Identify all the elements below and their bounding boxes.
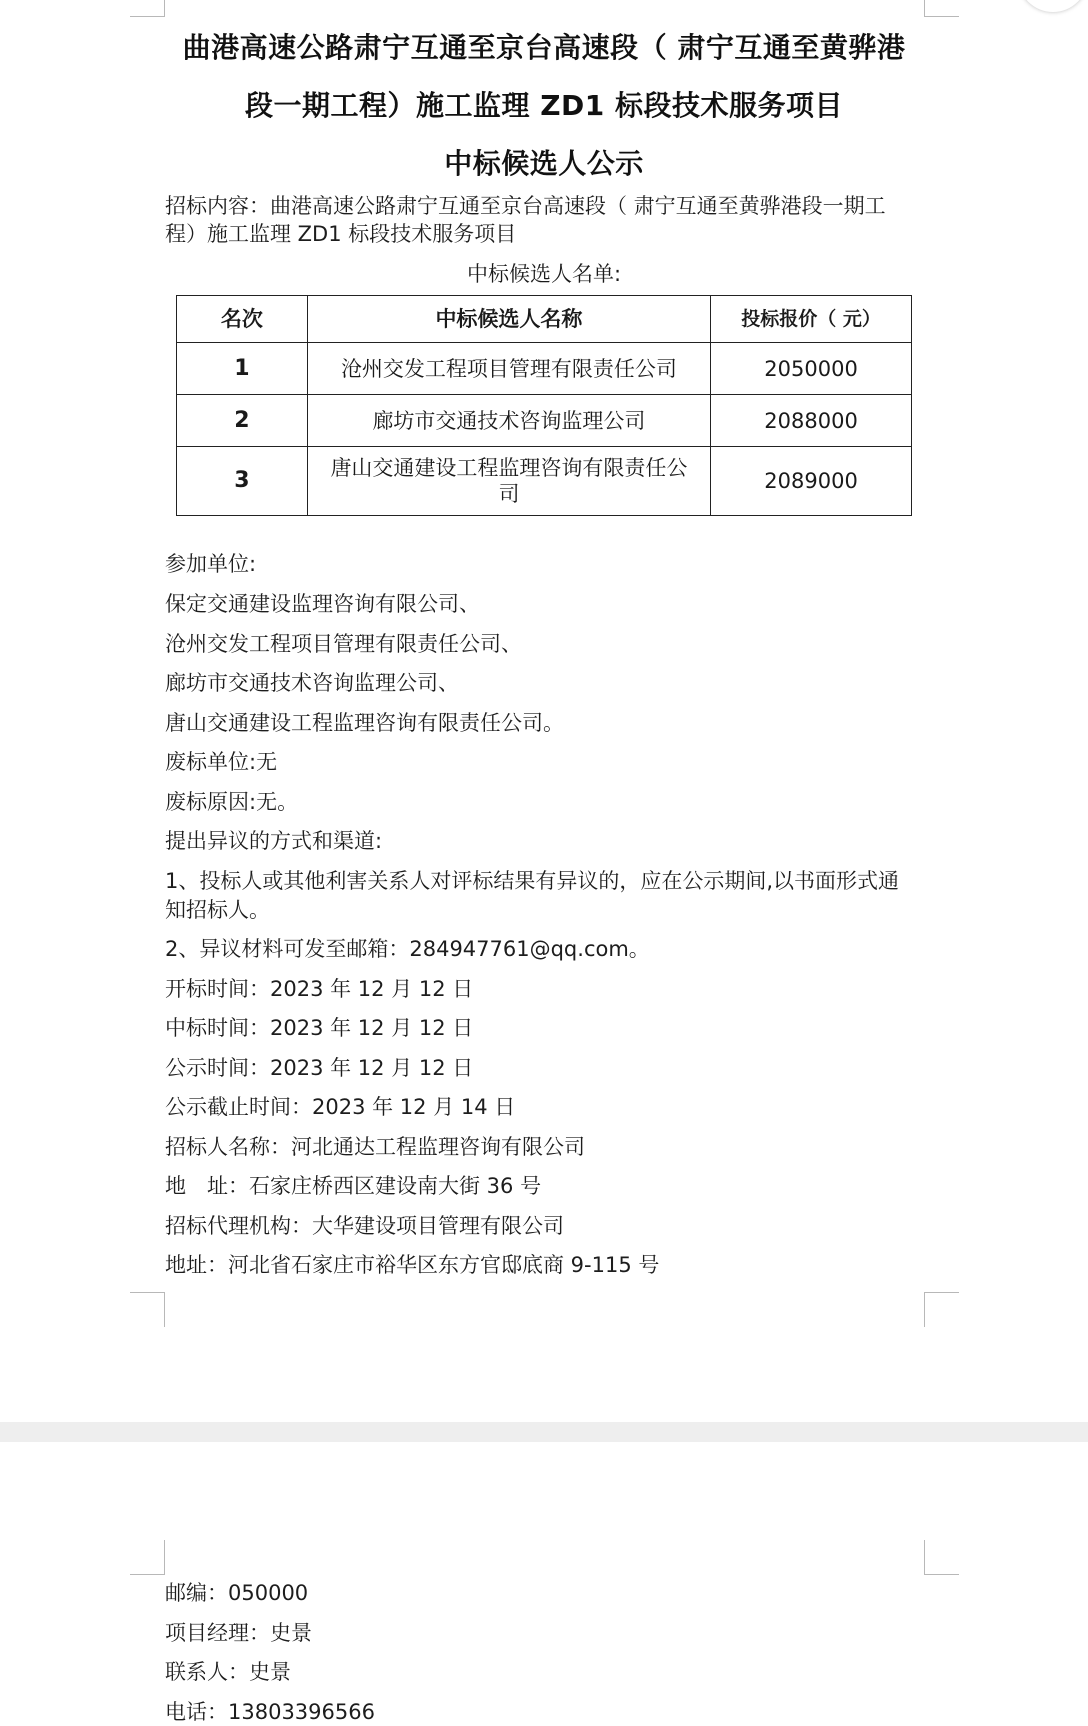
contact-person: 联系人：史景 <box>165 1660 291 1684</box>
rejected-reason: 废标原因:无。 <box>165 790 299 814</box>
cell-bid-price: 2088000 <box>711 395 912 447</box>
cell-candidate-name: 沧州交发工程项目管理有限责任公司 <box>307 343 710 395</box>
rejected-units: 废标单位:无 <box>165 750 278 774</box>
participant-4: 唐山交通建设工程监理咨询有限责任公司。 <box>165 711 564 735</box>
postal-code: 邮编：050000 <box>165 1581 309 1605</box>
table-header-row <box>177 296 912 343</box>
objection-item-1-line-2: 知招标人。 <box>165 898 270 922</box>
crop-mark-top-right <box>924 1540 959 1575</box>
header-candidate-name: 中标候选人名称 <box>307 296 710 343</box>
table-row <box>177 395 912 447</box>
crop-mark-bottom-right <box>924 1292 959 1327</box>
participant-1: 保定交通建设监理咨询有限公司、 <box>165 592 480 616</box>
award-time: 中标时间：2023 年 12 月 12 日 <box>165 1016 474 1040</box>
page-gap <box>0 1422 1088 1442</box>
agency-address: 地址：河北省石家庄市裕华区东方官邸底商 9-115 号 <box>165 1253 660 1277</box>
cell-rank: 1 <box>177 343 308 395</box>
tenderer-address: 地 址：石家庄桥西区建设南大街 36 号 <box>165 1174 542 1198</box>
table-row <box>177 343 912 395</box>
cell-rank: 2 <box>177 395 308 447</box>
crop-mark-top-left <box>130 1540 165 1575</box>
project-manager: 项目经理：史景 <box>165 1621 312 1645</box>
floating-avatar-button[interactable] <box>1018 0 1088 12</box>
publicity-time: 公示时间：2023 年 12 月 12 日 <box>165 1056 474 1080</box>
objection-item-2: 2、异议材料可发至邮箱：284947761@qq.com。 <box>165 937 650 961</box>
cell-bid-price: 2050000 <box>711 343 912 395</box>
publicity-deadline: 公示截止时间：2023 年 12 月 14 日 <box>165 1095 516 1119</box>
objection-heading: 提出异议的方式和渠道: <box>165 829 383 853</box>
objection-item-1-line-1: 1、投标人或其他利害关系人对评标结果有异议的，应在公示期间,以书面形式通 <box>165 869 900 893</box>
phone-number: 电话：13803396566 <box>165 1700 375 1724</box>
candidate-table <box>176 295 912 516</box>
header-rank: 名次 <box>177 296 308 343</box>
cell-candidate-name-line-2: 司 <box>498 482 520 506</box>
intro-line-2: 程）施工监理 ZD1 标段技术服务项目 <box>165 222 517 246</box>
participants-heading: 参加单位: <box>165 552 257 576</box>
crop-mark-top-left <box>130 0 165 17</box>
cell-candidate-name <box>307 447 710 516</box>
cell-bid-price: 2089000 <box>711 447 912 516</box>
document-title-line-3: 中标候选人公示 <box>444 147 644 180</box>
document-title-line-1: 曲港高速公路肃宁互通至京台高速段（ 肃宁互通至黄骅港 <box>182 31 906 64</box>
participant-2: 沧州交发工程项目管理有限责任公司、 <box>165 632 522 656</box>
document-title-line-2: 段一期工程）施工监理 ZD1 标段技术服务项目 <box>244 89 844 122</box>
table-row <box>177 447 912 516</box>
cell-candidate-name: 廊坊市交通技术咨询监理公司 <box>307 395 710 447</box>
participant-3: 廊坊市交通技术咨询监理公司、 <box>165 671 459 695</box>
document-page-2 <box>0 1442 1088 1722</box>
cell-candidate-name-line-1: 唐山交通建设工程监理咨询有限责任公 <box>330 456 688 480</box>
agency-name: 招标代理机构：大华建设项目管理有限公司 <box>165 1214 564 1238</box>
tenderer-name: 招标人名称：河北通达工程监理咨询有限公司 <box>165 1135 585 1159</box>
bid-opening-time: 开标时间：2023 年 12 月 12 日 <box>165 977 474 1001</box>
cell-rank: 3 <box>177 447 308 516</box>
crop-mark-top-right <box>924 0 959 17</box>
candidate-list-title: 中标候选人名单: <box>466 262 622 286</box>
header-bid-price: 投标报价（ 元） <box>711 296 912 343</box>
crop-mark-bottom-left <box>130 1292 165 1327</box>
intro-line-1: 招标内容：曲港高速公路肃宁互通至京台高速段（ 肃宁互通至黄骅港段一期工 <box>165 194 886 218</box>
